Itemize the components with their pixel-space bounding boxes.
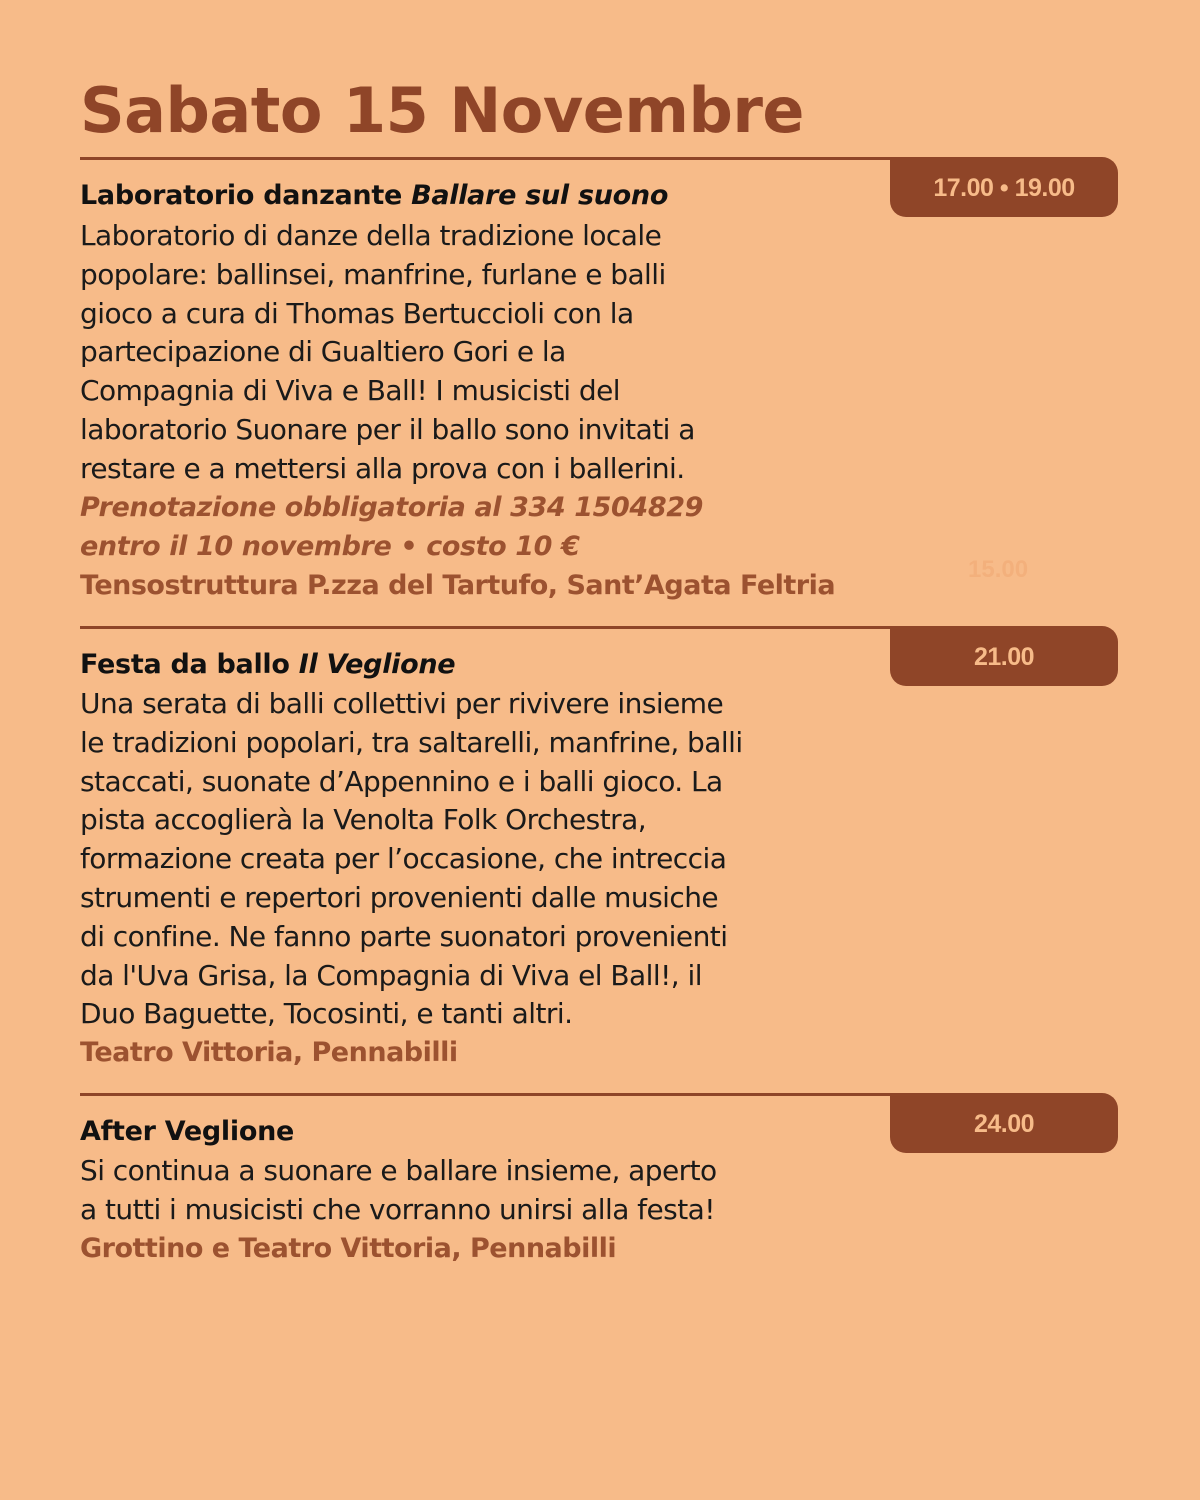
event-title bbox=[80, 179, 668, 213]
event-title bbox=[80, 1115, 294, 1149]
event-title-italic: Ballare sul suono bbox=[411, 180, 669, 211]
description-line: Una serata di balli collettivi per rivivere insieme bbox=[80, 687, 724, 720]
note-line: Prenotazione obbligatoria al 334 1504829 bbox=[80, 492, 703, 523]
event-venue: Tensostruttura P.zza del Tartufo, Sant’Agata Feltria bbox=[80, 570, 836, 601]
description-line: partecipazione di Gualtiero Gori e la bbox=[80, 335, 566, 369]
faded-time-text: 15.00 bbox=[968, 556, 1029, 583]
divider bbox=[80, 626, 900, 629]
description-line: Laboratorio di danze della tradizione locale bbox=[80, 219, 662, 252]
time-badge: 17.00 • 19.00 bbox=[890, 157, 1118, 217]
description-line: di confine. Ne fanno parte suonatori provenienti bbox=[80, 919, 728, 953]
description-line: Si continua a suonare e ballare insieme, aperto bbox=[80, 1154, 717, 1187]
event-description bbox=[80, 217, 695, 489]
event-title-bold: Festa da ballo bbox=[80, 649, 299, 680]
description-line: restare e a mettersi alla prova con i ballerini. bbox=[80, 451, 685, 485]
event-title-bold: Laboratorio danzante bbox=[80, 180, 412, 211]
description-line: a tutti i musicisti che vorranno unirsi alla festa! bbox=[80, 1192, 715, 1226]
note-line: entro il 10 novembre • costo 10 € bbox=[80, 530, 580, 562]
description-line: strumenti e repertori provenienti dalle musiche bbox=[80, 880, 719, 914]
description-line: pista accoglierà la Venolta Folk Orchestra, bbox=[80, 803, 647, 837]
description-line: Duo Baguette, Tocosinti, e tanti altri. bbox=[80, 997, 573, 1031]
event-venue: Grottino e Teatro Vittoria, Pennabilli bbox=[80, 1233, 617, 1264]
event-description bbox=[80, 1152, 717, 1230]
description-line: Compagnia di Viva e Ball! I musicisti del bbox=[80, 374, 621, 408]
event-title-bold: After Veglione bbox=[80, 1116, 295, 1147]
description-line: formazione creata per l’occasione, che intreccia bbox=[80, 842, 727, 876]
booking-note bbox=[80, 489, 703, 567]
description-line: gioco a cura di Thomas Bertuccioli con la bbox=[80, 296, 634, 330]
page-title: Sabato 15 Novembre bbox=[80, 74, 804, 147]
time-badge: 24.00 bbox=[890, 1093, 1118, 1153]
event-title bbox=[80, 648, 455, 682]
event-title-italic: Il Veglione bbox=[298, 649, 456, 680]
event-description bbox=[80, 685, 743, 1034]
description-line: laboratorio Suonare per il ballo sono invitati a bbox=[80, 412, 695, 446]
divider bbox=[80, 1093, 900, 1096]
description-line: staccati, suonate d’Appennino e i balli gioco. La bbox=[80, 764, 723, 798]
divider bbox=[80, 157, 900, 160]
time-badge: 21.00 bbox=[890, 626, 1118, 686]
description-line: da l'Uva Grisa, la Compagnia di Viva el Ball!, il bbox=[80, 958, 702, 992]
description-line: le tradizioni popolari, tra saltarelli, manfrine, balli bbox=[80, 725, 743, 759]
description-line: popolare: ballinsei, manfrine, furlane e balli bbox=[80, 257, 666, 291]
event-venue: Teatro Vittoria, Pennabilli bbox=[80, 1037, 458, 1068]
